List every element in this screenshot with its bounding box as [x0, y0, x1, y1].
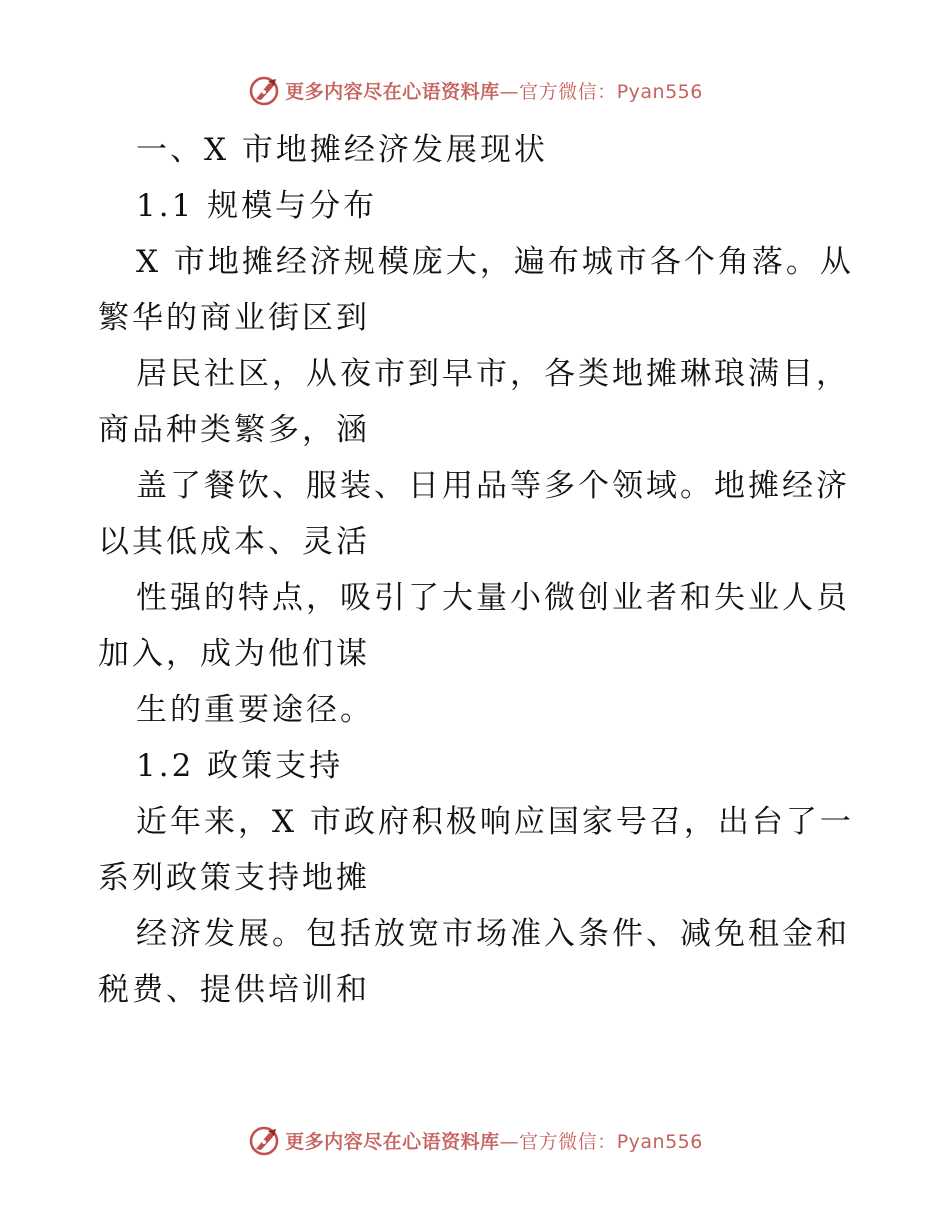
pen-nib-logo-icon: [247, 1123, 281, 1157]
header-watermark: [0, 72, 950, 108]
paragraph-line: X 市地摊经济规模庞大，遍布城市各个角落。从: [136, 244, 854, 280]
section-heading: 一、X 市地摊经济发展现状: [136, 132, 548, 168]
footer-watermark: [0, 1122, 950, 1158]
paragraph-line: 经济发展。包括放宽市场准入条件、减免租金和: [136, 916, 850, 952]
paragraph-line: 近年来，X 市政府积极响应国家号召，出台了一: [136, 804, 854, 840]
paragraph-line: 系列政策支持地摊: [98, 860, 370, 896]
paragraph-line: 居民社区，从夜市到早市，各类地摊琳琅满目，: [136, 356, 850, 392]
pen-nib-logo-icon: [247, 73, 281, 107]
paragraph-line: 以其低成本、灵活: [98, 524, 370, 560]
paragraph-line: 生的重要途径。: [136, 692, 374, 728]
watermark-text: 更多内容尽在心语资料库—官方微信：Pyan556: [285, 80, 703, 103]
subsection-heading-1-1: 1.1 规模与分布: [136, 188, 378, 224]
paragraph-line: 加入，成为他们谋: [98, 636, 370, 672]
document-body: [98, 122, 858, 1018]
paragraph-line: 盖了餐饮、服装、日用品等多个领域。地摊经济: [136, 468, 850, 504]
paragraph-line: 繁华的商业街区到: [98, 300, 370, 336]
watermark-text: 更多内容尽在心语资料库—官方微信：Pyan556: [285, 1130, 703, 1153]
paragraph-line: 性强的特点，吸引了大量小微创业者和失业人员: [136, 580, 850, 616]
paragraph-line: 税费、提供培训和: [98, 972, 370, 1008]
paragraph-line: 商品种类繁多，涵: [98, 412, 370, 448]
subsection-heading-1-2: 1.2 政策支持: [136, 748, 344, 784]
